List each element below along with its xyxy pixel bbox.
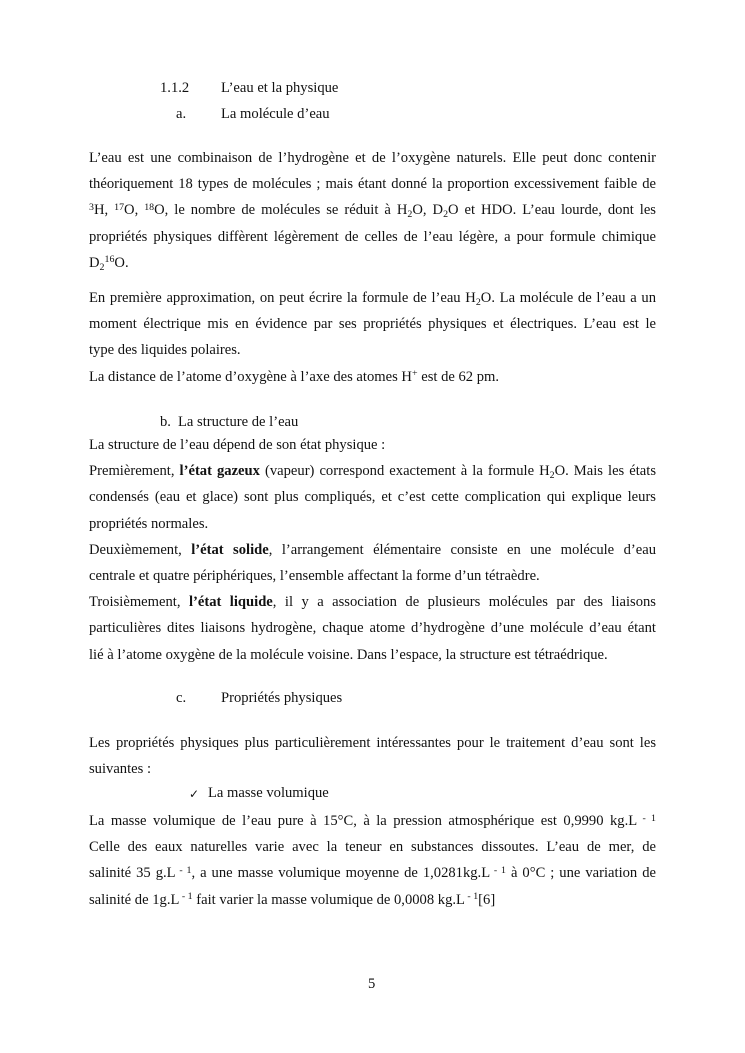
text-line: salinité de 1g.L $^{- 1}$ fait varier la masse volumique de 0,0008 kg.L $^{- 1}$[6] <box>89 891 496 908</box>
subsection-c-title: Propriétés physiques <box>221 690 343 706</box>
checkmark-icon: ✓ <box>189 787 200 801</box>
text-line: En première approximation, on peut écrire la formule de l’eau $H_2O$. La molécule de l’eau a un <box>89 290 656 308</box>
paragraph-water-molecule <box>89 145 656 276</box>
text-line: particulières dites liaisons hydrogène, chaque atome d’hydrogène d’une molécule d’eau étant <box>89 620 656 637</box>
text-line: Troisièmement, l’état liquide, il y a association de plusieurs molécules par des liaisons <box>89 594 656 611</box>
section-title: L’eau et la physique <box>221 80 339 96</box>
text-line: centrale et quatre périphériques, l’ensemble affectant la forme d’un tétraèdre. <box>89 568 540 585</box>
text-line: L’eau est une combinaison de l’hydrogène et de l’oxygène naturels. Elle peut donc contenir <box>89 150 656 166</box>
paragraph-water-structure <box>89 432 656 668</box>
paragraph-physical-properties <box>89 730 656 782</box>
text-line: La distance de l’atome d’oxygène à l’axe des atomes H+ est de 62 pm. <box>89 368 500 385</box>
text-line: lié à l’atome oxygène de la molécule voisine. Dans l’espace, la structure est tétraédrique. <box>89 646 608 663</box>
text-line: théoriquement 18 types de molécules ; mais étant donné la proportion excessivement faible de <box>89 176 656 193</box>
text-line: propriétés normales. <box>89 515 209 532</box>
text-line: La masse volumique de l’eau pure à 15°C, à la pression atmosphérique est 0,9990 kg.L $^{- 1}$ <box>89 812 656 829</box>
subsection-a-letter: a. <box>176 106 187 122</box>
subsection-a-title: La molécule d’eau <box>221 106 330 122</box>
text-line: moment électrique mis en évidence par ses propriétés physiques et électriques. L’eau est le <box>89 316 656 333</box>
bullet-label: La masse volumique <box>208 785 329 801</box>
text-line: salinité 35 g.L $^{- 1}$, a une masse volumique moyenne de 1,0281kg.L $^{- 1}$ à 0°C ; une variation de <box>89 864 656 882</box>
text-line: La structure de l’eau dépend de son état physique : <box>89 437 386 453</box>
subsection-b-title: La structure de l’eau <box>178 414 299 430</box>
text-line: Les propriétés physiques plus particulièrement intéressantes pour le traitement d’eau sont les <box>89 735 656 751</box>
text-line: condensés (eau et glace) sont plus compliqués, et c’est cette complication qui explique leurs <box>89 489 656 506</box>
text-line: Deuxièmement, l’état solide, l’arrangement élémentaire consiste en une molécule d’eau <box>89 541 656 558</box>
text-line: suivantes : <box>89 761 152 778</box>
text-line: Celle des eaux naturelles varie avec la teneur en substances dissoutes. L’eau de mer, de <box>89 839 656 856</box>
text-line: $D_2^{16}O$. <box>89 254 129 273</box>
section-number: 1.1.2 <box>160 80 190 96</box>
page-number: 5 <box>368 976 376 992</box>
text-line: Premièrement, l’état gazeux (vapeur) correspond exactement à la formule $H_2O$. Mais les états <box>89 463 656 482</box>
subsection-b-letter: b. <box>160 414 171 430</box>
paragraph-density <box>89 808 656 913</box>
text-line: type des liquides polaires. <box>89 342 241 359</box>
subsection-c-letter: c. <box>176 690 187 706</box>
text-line: $^3$H, $^{17}$O, $^{18}$O, le nombre de molécules se réduit à $H_2O$, $D_2O$ et HDO. L’eau lourde, dont les <box>89 201 656 221</box>
text-line: propriétés physiques diffèrent légèrement de celles de l’eau légère, a pour formule chimique <box>89 228 656 245</box>
paragraph-approximation <box>89 285 656 390</box>
